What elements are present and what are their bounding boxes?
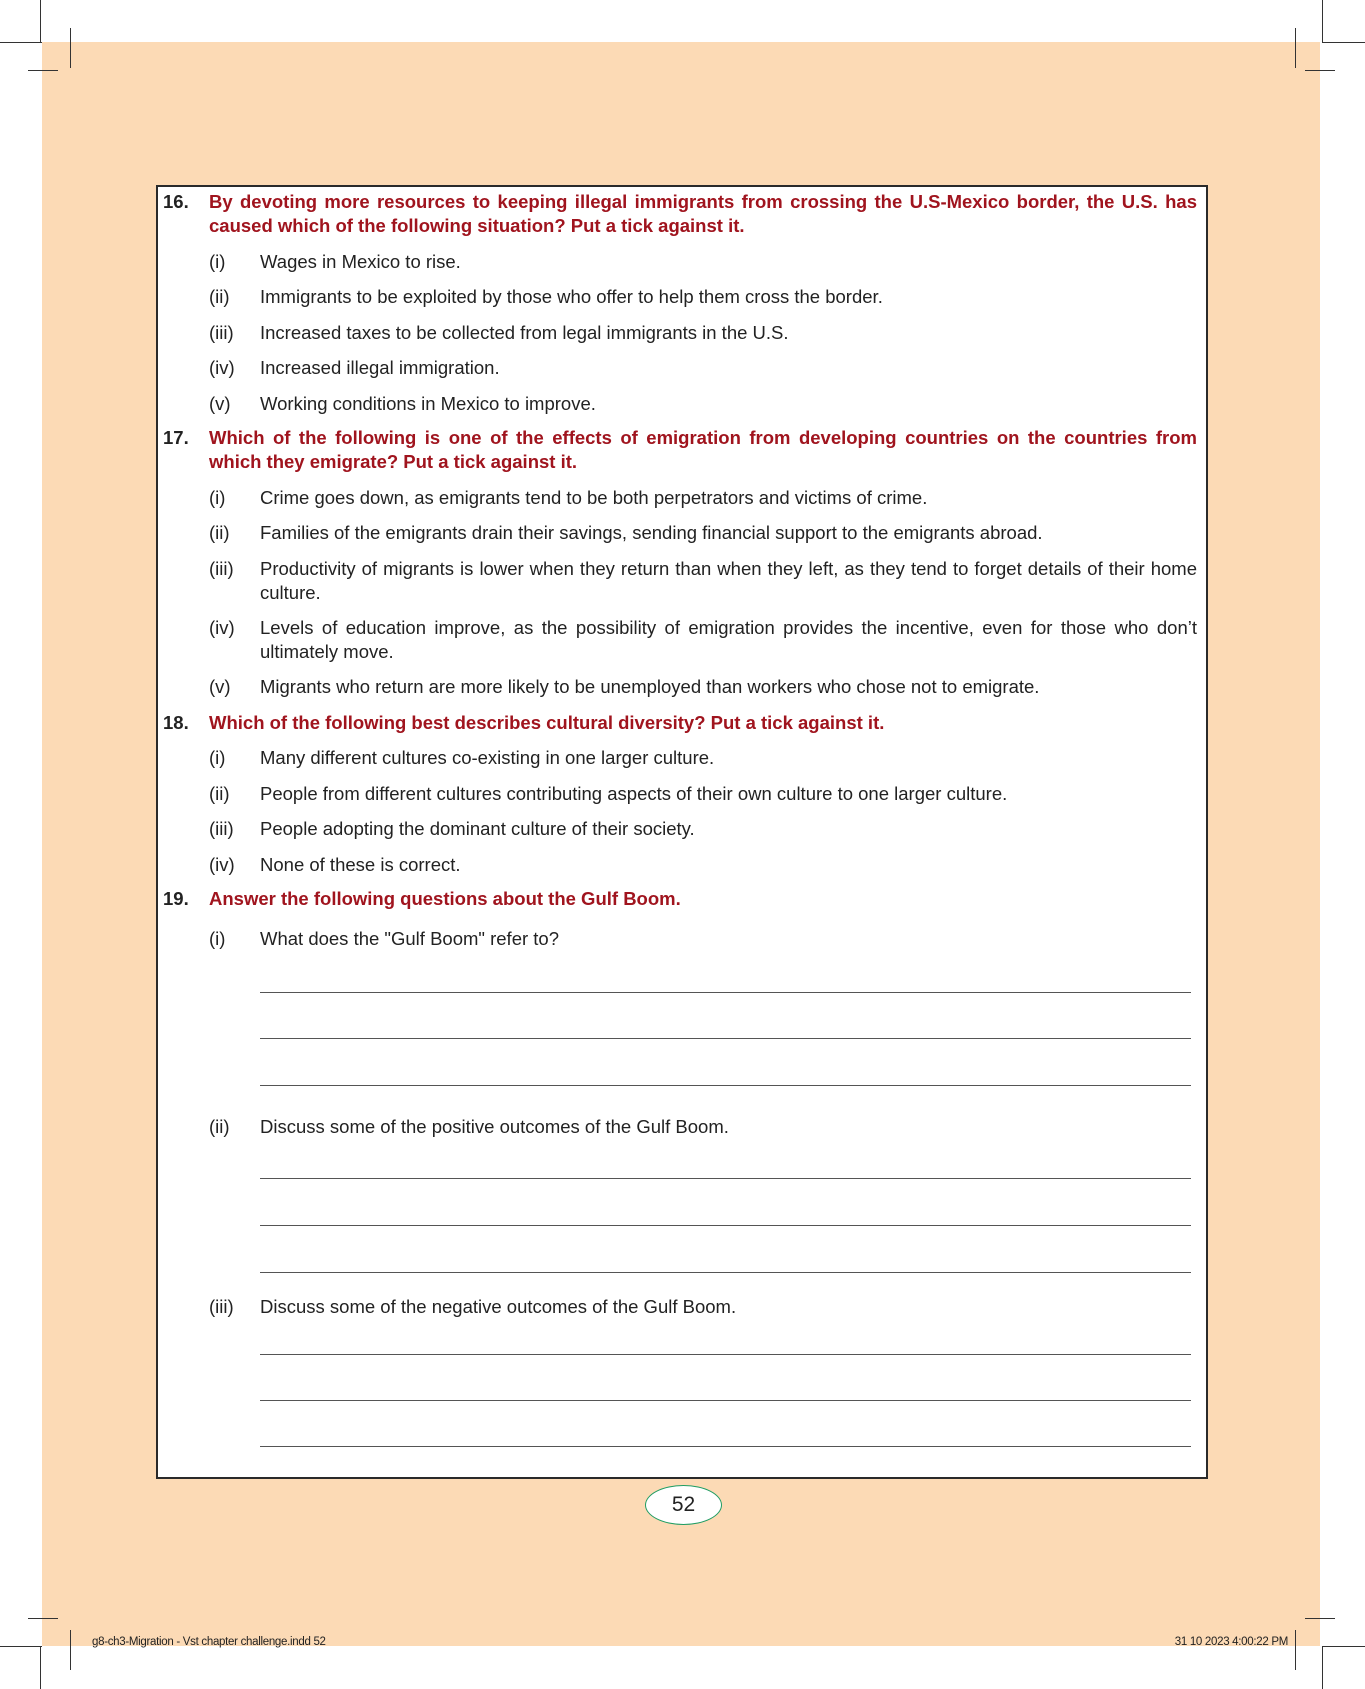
crop-mark xyxy=(1295,1630,1296,1670)
option-text[interactable]: Working conditions in Mexico to improve. xyxy=(260,393,596,414)
question-text: Which of the following is one of the effects of emigration from developing countries on the countries from which they emigrate? Put a tick against it. xyxy=(209,427,1197,472)
question-number: 19. xyxy=(163,888,189,909)
option-text[interactable]: People adopting the dominant culture of their society. xyxy=(260,818,695,839)
option-text[interactable]: None of these is correct. xyxy=(260,854,461,875)
option-text[interactable]: People from different cultures contributing aspects of their own culture to one larger culture. xyxy=(260,783,1008,804)
option-numeral: (i) xyxy=(209,251,226,272)
crop-mark xyxy=(1322,1646,1365,1647)
question-number: 16. xyxy=(163,191,189,212)
crop-mark xyxy=(40,0,41,42)
crop-mark xyxy=(1305,1618,1335,1619)
question-number: 17. xyxy=(163,427,189,448)
crop-mark xyxy=(0,1646,42,1647)
option-numeral: (ii) xyxy=(209,783,230,804)
crop-mark xyxy=(40,1646,41,1689)
footer-timestamp: 31 10 2023 4:00:22 PM xyxy=(1174,1636,1288,1648)
option-text[interactable]: Families of the emigrants drain their savings, sending financial support to the emigrants abroad. xyxy=(260,522,1043,543)
option-numeral: (i) xyxy=(209,747,226,768)
question-number: 18. xyxy=(163,712,189,733)
option-text: Discuss some of the positive outcomes of the Gulf Boom. xyxy=(260,1116,729,1137)
crop-mark xyxy=(0,42,42,43)
option-text[interactable]: Increased taxes to be collected from legal immigrants in the U.S. xyxy=(260,322,789,343)
option-text[interactable]: Migrants who return are more likely to be unemployed than workers who chose not to emigrate. xyxy=(260,676,1040,697)
answer-line[interactable] xyxy=(260,1354,1191,1355)
option-numeral: (ii) xyxy=(209,522,230,543)
question-text: Which of the following best describes cultural diversity? Put a tick against it. xyxy=(209,712,885,733)
answer-line[interactable] xyxy=(260,1225,1191,1226)
crop-mark xyxy=(1305,70,1335,71)
option-text[interactable]: Crime goes down, as emigrants tend to be both perpetrators and victims of crime. xyxy=(260,487,928,508)
option-numeral: (ii) xyxy=(209,286,230,307)
crop-mark xyxy=(28,70,58,71)
page-number: 52 xyxy=(645,1485,722,1525)
answer-line[interactable] xyxy=(260,1178,1191,1179)
option-numeral: (iii) xyxy=(209,818,234,839)
option-text[interactable]: Productivity of migrants is lower when they return than when they left, as they tend to forget details of their home culture. xyxy=(260,558,1197,603)
option-numeral: (iv) xyxy=(209,617,235,638)
option-numeral: (ii) xyxy=(209,1116,230,1137)
option-numeral: (iii) xyxy=(209,322,234,343)
option-text: Discuss some of the negative outcomes of the Gulf Boom. xyxy=(260,1296,737,1317)
crop-mark xyxy=(1295,28,1296,68)
question-text: By devoting more resources to keeping illegal immigrants from crossing the U.S-Mexico border, the U.S. has caused which of the following situation? Put a tick against it. xyxy=(209,191,1197,236)
option-text[interactable]: Immigrants to be exploited by those who offer to help them cross the border. xyxy=(260,286,883,307)
crop-mark xyxy=(1322,1646,1323,1689)
option-text[interactable]: Many different cultures co-existing in one larger culture. xyxy=(260,747,715,768)
question-text: Answer the following questions about the Gulf Boom. xyxy=(209,888,681,909)
answer-line[interactable] xyxy=(260,992,1191,993)
option-numeral: (iii) xyxy=(209,558,234,579)
option-numeral: (iv) xyxy=(209,357,235,378)
footer-file-info: g8-ch3-Migration - Vst chapter challenge.indd 52 xyxy=(92,1636,326,1648)
crop-mark xyxy=(28,1618,58,1619)
answer-line[interactable] xyxy=(260,1085,1191,1086)
crop-mark xyxy=(70,28,71,68)
option-numeral: (v) xyxy=(209,393,231,414)
answer-line[interactable] xyxy=(260,1400,1191,1401)
crop-mark xyxy=(70,1630,71,1670)
option-numeral: (iv) xyxy=(209,854,235,875)
option-text[interactable]: Wages in Mexico to rise. xyxy=(260,251,461,272)
option-numeral: (iii) xyxy=(209,1296,234,1317)
option-text: What does the "Gulf Boom" refer to? xyxy=(260,928,559,949)
answer-line[interactable] xyxy=(260,1272,1191,1273)
option-text[interactable]: Increased illegal immigration. xyxy=(260,357,500,378)
option-numeral: (v) xyxy=(209,676,231,697)
answer-line[interactable] xyxy=(260,1038,1191,1039)
crop-mark xyxy=(1322,0,1323,42)
answer-line[interactable] xyxy=(260,1446,1191,1447)
option-text[interactable]: Levels of education improve, as the possibility of emigration provides the incentive, even for those who don’t ultimately move. xyxy=(260,617,1197,662)
crop-mark xyxy=(1322,42,1365,43)
option-numeral: (i) xyxy=(209,928,226,949)
option-numeral: (i) xyxy=(209,487,226,508)
